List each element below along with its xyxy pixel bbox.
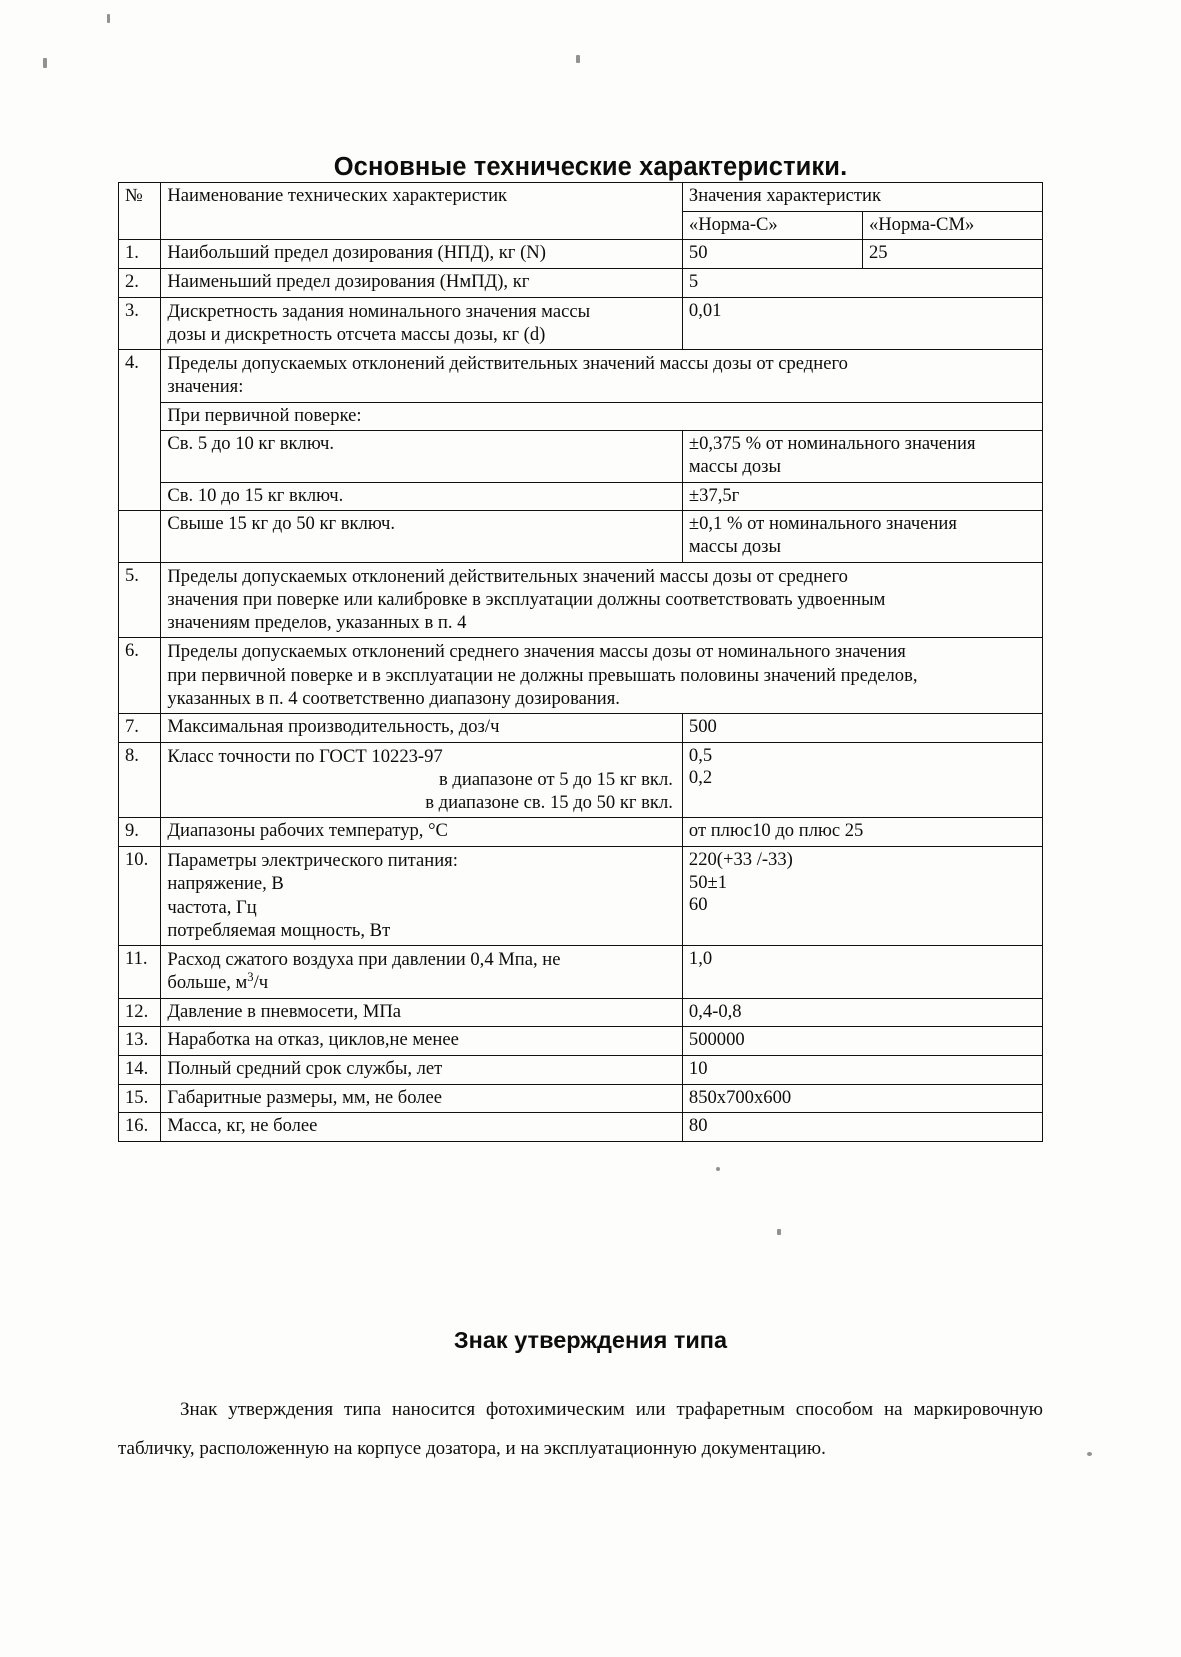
row-number: 12.: [119, 998, 161, 1027]
header-column-norma-s: «Норма-С»: [682, 211, 862, 240]
row-name-line: Класс точности по ГОСТ 10223-97: [167, 745, 443, 767]
row-name-units-text: больше, м: [167, 972, 248, 994]
row-number: 13.: [119, 1027, 161, 1056]
row-value-norma-sm: 25: [862, 240, 1042, 269]
row-name-line: в диапазоне от 5 до 15 кг вкл.: [438, 768, 673, 790]
row-name: [161, 297, 683, 349]
table-row: [119, 818, 1043, 847]
table-row: [119, 998, 1043, 1027]
row-value-line: массы дозы: [688, 535, 782, 557]
table-row: [119, 714, 1043, 743]
row-value-line: 50±1: [688, 871, 727, 893]
row-name-line-units: [167, 971, 677, 994]
row-value: 0,01: [682, 297, 1042, 349]
row-value: [682, 847, 1042, 946]
row-number: 4.: [119, 350, 161, 511]
scan-speck: [107, 14, 110, 23]
row-value: 850x700x600: [682, 1084, 1042, 1113]
row-value-line: 0,2: [688, 767, 713, 789]
row-number: 16.: [119, 1113, 161, 1142]
scan-speck: [576, 55, 580, 63]
row-value: от плюс10 до плюс 25: [682, 818, 1042, 847]
row-name-line: Пределы допускаемых отклонений действительных значений массы дозы от среднего: [167, 353, 848, 375]
row-number: 5.: [119, 562, 161, 638]
technical-specifications-table: [118, 182, 1043, 1142]
header-column-norma-sm: «Норма-СМ»: [862, 211, 1042, 240]
table-row: [119, 350, 1043, 402]
approval-section-title: Знак утверждения типа: [453, 1326, 728, 1353]
row-value: 5: [682, 269, 1042, 298]
row-name: Габаритные размеры, мм, не более: [161, 1084, 683, 1113]
row-name: Наименьший предел дозирования (НмПД), кг: [161, 269, 683, 298]
row-value: 500000: [682, 1027, 1042, 1056]
row-name-line: Параметры электрического питания:: [167, 850, 458, 872]
table-row: [119, 562, 1043, 638]
row-name: [161, 946, 683, 998]
scan-speck: [716, 1167, 720, 1171]
row-value-line: 0,5: [688, 744, 713, 766]
table-row: [119, 1055, 1043, 1084]
row-name-line: в диапазоне св. 15 до 50 кг вкл.: [425, 792, 673, 814]
row-name-line: Пределы допускаемых отклонений среднего значения массы дозы от номинального значения: [167, 641, 906, 663]
row-value: 500: [682, 714, 1042, 743]
row-name-units-exponent: 3: [247, 970, 254, 985]
row-name-line: потребляемая мощность, Вт: [167, 919, 391, 941]
page-title: Основные технические характеристики.: [333, 153, 848, 182]
row-name: Св. 5 до 10 кг включ.: [161, 431, 683, 482]
table-row: [119, 742, 1043, 818]
row-number: [119, 511, 161, 562]
table-row: [119, 638, 1043, 714]
row-name-line: указанных в п. 4 соответственно диапазону дозирования.: [167, 687, 620, 709]
row-value-line: 60: [688, 894, 708, 916]
table-row: [119, 946, 1043, 998]
row-name: Наработка на отказ, циклов,не менее: [161, 1027, 683, 1056]
row-number: 7.: [119, 714, 161, 743]
row-value: [682, 742, 1042, 818]
row-name-line: значения:: [167, 376, 244, 398]
row-name-line: Дискретность задания номинального значения массы: [167, 300, 591, 322]
row-name: Полный средний срок службы, лет: [161, 1055, 683, 1084]
row-value: 0,4-0,8: [682, 998, 1042, 1027]
row-name-line: Пределы допускаемых отклонений действительных значений массы дозы от среднего: [167, 565, 848, 587]
row-name-line: значениям пределов, указанных в п. 4: [167, 612, 467, 634]
row-name-line: значения при поверке или калибровке в эксплуатации должны соответствовать удвоенным: [167, 588, 886, 610]
row-name: [161, 350, 1043, 402]
header-number: №: [119, 183, 161, 240]
row-name-line: частота, Гц: [167, 896, 257, 918]
table-row: [119, 402, 1043, 431]
table-row: [119, 431, 1043, 482]
row-value-norma-s: 50: [682, 240, 862, 269]
row-name: Масса, кг, не более: [161, 1113, 683, 1142]
table-row: [119, 1113, 1043, 1142]
row-name-line: дозы и дискретность отсчета массы дозы, кг (d): [167, 323, 546, 345]
row-name-units-suffix: /ч: [253, 972, 269, 994]
row-number: 2.: [119, 269, 161, 298]
scan-speck: [777, 1229, 781, 1235]
row-value: 80: [682, 1113, 1042, 1142]
row-name: [161, 562, 1043, 638]
row-number: 6.: [119, 638, 161, 714]
row-value: 10: [682, 1055, 1042, 1084]
table-row: [119, 269, 1043, 298]
header-characteristic-name: Наименование технических характеристик: [161, 183, 683, 240]
row-name: [161, 638, 1043, 714]
row-name-line: Расход сжатого воздуха при давлении 0,4 Мпа, не: [167, 949, 561, 971]
row-name: При первичной поверке:: [161, 402, 1043, 431]
row-number: 9.: [119, 818, 161, 847]
row-name: Максимальная производительность, доз/ч: [161, 714, 683, 743]
scan-speck: [43, 58, 47, 68]
row-name: Наибольший предел дозирования (НПД), кг (N): [161, 240, 683, 269]
table-row: [119, 1084, 1043, 1113]
row-number: 14.: [119, 1055, 161, 1084]
row-value-line: ±0,375 % от номинального значения: [688, 433, 976, 455]
row-name: Диапазоны рабочих температур, °С: [161, 818, 683, 847]
table-row: [119, 511, 1043, 562]
row-value-line: 220(+33 /-33): [688, 849, 793, 871]
row-name: Св. 10 до 15 кг включ.: [161, 482, 683, 511]
table-body: [119, 240, 1043, 1142]
row-name-line: напряжение, В: [167, 873, 284, 895]
row-name: [161, 742, 683, 818]
table-row: [119, 1027, 1043, 1056]
row-value-line: массы дозы: [688, 455, 782, 477]
row-number: 1.: [119, 240, 161, 269]
row-number: 11.: [119, 946, 161, 998]
row-value: [682, 431, 1042, 482]
scan-speck: [1087, 1452, 1092, 1456]
table-row: [119, 847, 1043, 946]
table-header: [119, 183, 1043, 240]
row-value-line: ±0,1 % от номинального значения: [688, 513, 957, 535]
approval-section-paragraph: Знак утверждения типа наносится фотохимическим или трафаретным способом на маркировочную табличку, расположенную на корпусе дозатора, и на эксплуатационную документацию.: [118, 1399, 1043, 1459]
row-name: [161, 847, 683, 946]
row-number: 10.: [119, 847, 161, 946]
row-value: ±37,5г: [682, 482, 1042, 511]
row-value: 1,0: [682, 946, 1042, 998]
row-name-line: при первичной поверке и в эксплуатации не должны превышать половины значений пределов,: [167, 664, 918, 686]
row-value: [682, 511, 1042, 562]
table-header-row-1: [119, 183, 1043, 212]
row-number: 8.: [119, 742, 161, 818]
header-values-group: Значения характеристик: [682, 183, 1042, 212]
row-number: 15.: [119, 1084, 161, 1113]
row-number: 3.: [119, 297, 161, 349]
table-row: [119, 297, 1043, 349]
table-row: [119, 240, 1043, 269]
table-row: [119, 482, 1043, 511]
row-name: Свыше 15 кг до 50 кг включ.: [161, 511, 683, 562]
row-name: Давление в пневмосети, МПа: [161, 998, 683, 1027]
